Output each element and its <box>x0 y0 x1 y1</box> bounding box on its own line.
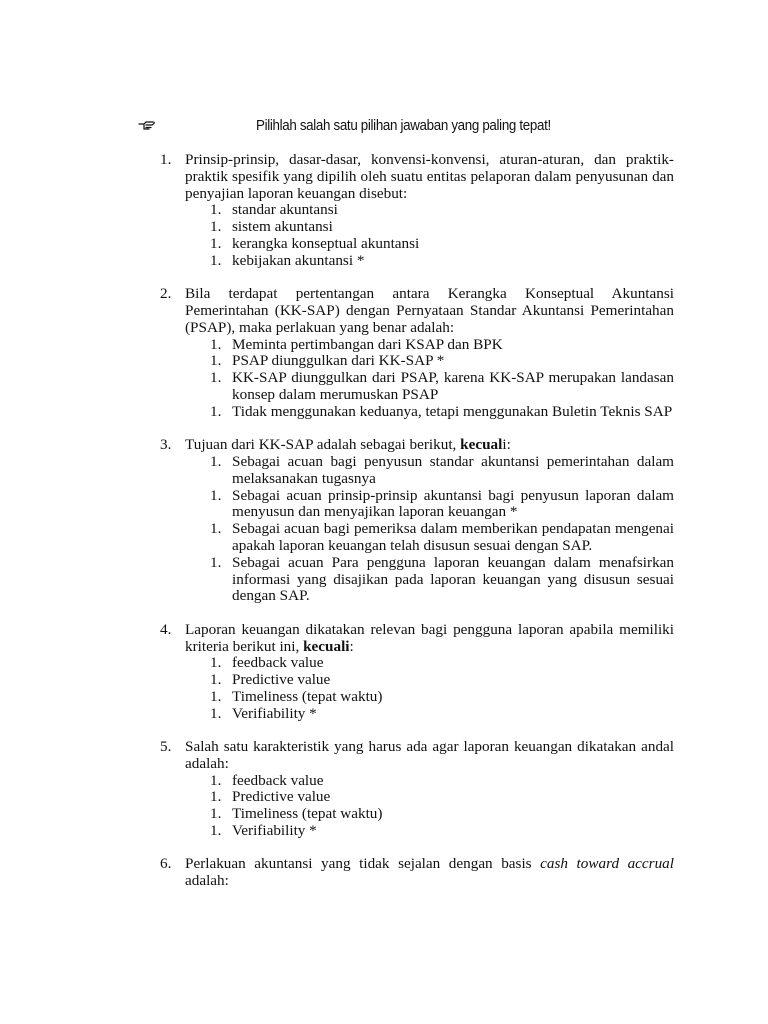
answer-option <box>185 672 674 689</box>
option-number: 1. <box>210 335 222 353</box>
option-text: kebijakan akuntansi * <box>232 251 365 269</box>
question-item <box>160 739 674 840</box>
question-number: 5. <box>160 738 172 756</box>
question-text <box>185 739 674 773</box>
option-number: 1. <box>210 671 222 689</box>
answer-option <box>185 353 674 370</box>
option-number: 1. <box>210 822 222 840</box>
option-text: kerangka konseptual akuntansi <box>232 234 420 252</box>
answer-option <box>185 454 674 488</box>
answer-option <box>185 773 674 790</box>
option-text: feedback value <box>232 771 324 789</box>
question-text <box>185 286 674 336</box>
answer-option <box>185 219 674 236</box>
question-text <box>185 152 674 202</box>
answer-options <box>185 337 674 421</box>
answer-option <box>185 370 674 404</box>
option-text: Sebagai acuan Para pengguna laporan keuangan dalam menafsirkan informasi yang disajikan pada laporan keuangan yang disusun sesuai dengan SAP. <box>232 553 674 605</box>
question-text-run: Laporan keuangan dikatakan relevan bagi pengguna laporan apabila memiliki kriteria berikut ini, <box>185 620 674 655</box>
option-text: KK-SAP diunggulkan dari PSAP, karena KK-SAP merupakan landasan konsep dalam merumuskan PSAP <box>232 369 674 403</box>
option-number: 1. <box>210 234 222 252</box>
option-number: 1. <box>210 687 222 705</box>
option-text: Verifiability * <box>232 704 317 722</box>
question-number: 3. <box>160 436 172 454</box>
option-number: 1. <box>210 402 222 420</box>
question-item <box>160 152 674 270</box>
answer-options <box>185 454 674 605</box>
option-number: 1. <box>210 788 222 806</box>
question-text <box>185 622 674 656</box>
question-text-run: i: <box>502 436 511 454</box>
answer-option <box>185 706 674 723</box>
option-number: 1. <box>210 553 222 571</box>
question-text <box>185 437 674 454</box>
option-number: 1. <box>210 218 222 236</box>
option-number: 1. <box>210 805 222 823</box>
instruction-text: Pilihlah salah satu pilihan jawaban yang paling tepat! <box>256 118 551 134</box>
option-number: 1. <box>210 771 222 789</box>
question-text-italic: cash toward accrual <box>540 855 674 873</box>
option-text: Timeliness (tepat waktu) <box>232 687 383 705</box>
question-text-run: Tujuan dari KK-SAP adalah sebagai berikut, <box>185 436 461 454</box>
question-text-bold: kecual <box>460 436 503 454</box>
question-list <box>160 152 674 907</box>
answer-options <box>185 773 674 840</box>
question-text-run: Prinsip-prinsip, dasar-dasar, konvensi-konvensi, aturan-aturan, dan praktik-praktik spesifik yang dipilih oleh suatu entitas pelaporan dalam penyusunan dan penyajian laporan keuangan disebut: <box>185 151 674 202</box>
option-text: Predictive value <box>232 788 331 806</box>
answer-option <box>185 253 674 270</box>
question-text-run: : <box>349 637 354 655</box>
option-number: 1. <box>210 201 222 219</box>
answer-option <box>185 521 674 555</box>
question-item <box>160 622 674 723</box>
option-number: 1. <box>210 520 222 538</box>
option-text: standar akuntansi <box>232 201 338 219</box>
question-item <box>160 856 674 890</box>
answer-option <box>185 555 674 605</box>
answer-option <box>185 823 674 840</box>
question-number: 4. <box>160 620 172 638</box>
option-text: Verifiability * <box>232 822 317 840</box>
option-text: feedback value <box>232 654 324 672</box>
option-number: 1. <box>210 654 222 672</box>
answer-option <box>185 404 674 421</box>
answer-option <box>185 236 674 253</box>
option-text: Tidak menggunakan keduanya, tetapi menggunakan Buletin Teknis SAP <box>232 402 673 420</box>
question-number: 6. <box>160 855 172 873</box>
question-text-bold: kecuali <box>303 637 350 655</box>
option-number: 1. <box>210 251 222 269</box>
question-text-run: Salah satu karakteristik yang harus ada agar laporan keuangan dikatakan andal adalah: <box>185 738 674 772</box>
answer-option <box>185 337 674 354</box>
option-number: 1. <box>210 704 222 722</box>
option-text: Sebagai acuan bagi penyusun standar akuntansi pemerintahan dalam melaksanakan tugasnya <box>232 452 674 487</box>
question-number: 2. <box>160 285 172 303</box>
option-text: Timeliness (tepat waktu) <box>232 805 383 823</box>
option-text: Meminta pertimbangan dari KSAP dan BPK <box>232 335 503 353</box>
question-item <box>160 286 674 420</box>
instruction-header <box>134 118 694 140</box>
answer-option <box>185 202 674 219</box>
question-item <box>160 437 674 605</box>
option-number: 1. <box>210 452 222 470</box>
option-text: Predictive value <box>232 671 331 689</box>
option-text: PSAP diunggulkan dari KK-SAP * <box>232 352 445 370</box>
option-text: sistem akuntansi <box>232 218 333 236</box>
option-text: Sebagai acuan bagi pemeriksa dalam memberikan pendapatan mengenai apakah laporan keuangan telah disusun sesuai dengan SAP. <box>232 520 674 554</box>
question-number: 1. <box>160 151 172 168</box>
pointing-hand-icon <box>138 120 156 132</box>
answer-option <box>185 655 674 672</box>
answer-options <box>185 655 674 722</box>
option-number: 1. <box>210 352 222 370</box>
question-text-run: Perlakuan akuntansi yang tidak sejalan dengan basis <box>185 855 541 873</box>
answer-option <box>185 806 674 823</box>
answer-option <box>185 689 674 706</box>
option-number: 1. <box>210 369 222 387</box>
question-text-run: Bila terdapat pertentangan antara Kerangka Konseptual Akuntansi Pemerintahan (KK-SAP) dengan Pernyataan Standar Akuntansi Pemerintahan (PSAP), maka perlakuan yang benar adalah: <box>185 285 674 336</box>
answer-option <box>185 488 674 522</box>
option-text: Sebagai acuan prinsip-prinsip akuntansi bagi penyusun laporan dalam menyusun dan menyajikan laporan keuangan * <box>232 486 674 521</box>
question-text-run: adalah: <box>185 872 229 890</box>
option-number: 1. <box>210 486 222 504</box>
question-text <box>185 856 674 890</box>
answer-options <box>185 202 674 269</box>
answer-option <box>185 789 674 806</box>
